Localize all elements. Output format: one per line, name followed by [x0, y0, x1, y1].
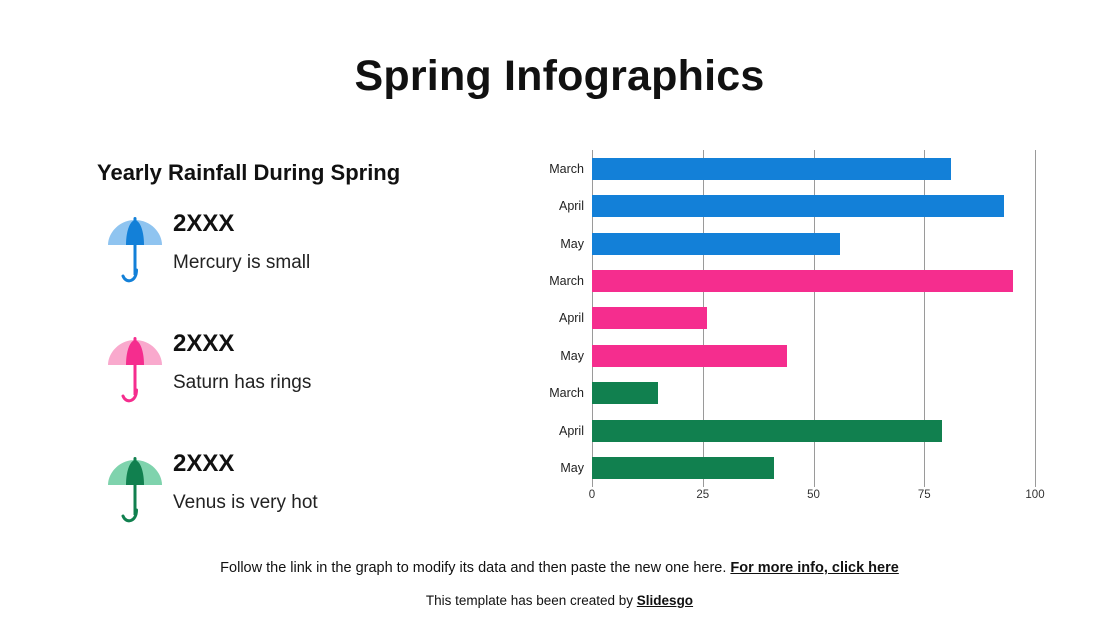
slidesgo-link[interactable]: Slidesgo: [636, 593, 694, 608]
chart-bar-row: [560, 337, 1035, 374]
chart-bar-row: [549, 150, 1035, 187]
left-column: [97, 160, 517, 568]
chart-x-tick: 50: [807, 489, 820, 501]
chart-bar-row: [558, 187, 1035, 224]
chart-plot-area: [549, 150, 1035, 487]
list-item: [97, 448, 517, 540]
chart-bar: [592, 195, 1004, 217]
more-info-link[interactable]: For more info, click here: [730, 560, 899, 576]
chart-bar-row: [549, 375, 1035, 412]
list-item-desc: Saturn has rings: [173, 371, 312, 393]
chart-bars: [549, 150, 1035, 487]
footer-credit: [0, 593, 1119, 608]
chart-bar-label: March: [549, 386, 584, 401]
umbrella-icon: [97, 208, 173, 288]
footer-note: [0, 560, 1119, 576]
chart-bar-label: March: [549, 274, 584, 289]
chart-bar: [592, 307, 707, 329]
list-item-year: 2XXX: [173, 210, 235, 237]
umbrella-icon: [97, 448, 173, 528]
list-item: [97, 208, 517, 300]
chart-bar: [592, 270, 1013, 292]
chart-bar-row: [558, 412, 1035, 449]
chart-bar-row: [558, 300, 1035, 337]
chart-bar-label: March: [549, 161, 584, 176]
chart-bar-label: April: [558, 423, 584, 438]
chart-bar-label: April: [558, 311, 584, 326]
chart-x-tick: 0: [588, 489, 596, 501]
chart-bar: [592, 420, 942, 442]
list-item-text: [173, 328, 311, 394]
chart-bar-label: April: [558, 199, 584, 214]
chart-gridline: [1035, 150, 1036, 487]
chart-bar: [592, 382, 658, 404]
chart-x-tick: 100: [1025, 489, 1045, 501]
page-title: Spring Infographics: [354, 52, 765, 100]
chart-x-tick: 75: [917, 489, 931, 501]
footer-note-text: Follow the link in the graph to modify its data and then paste the new one here.: [220, 560, 731, 576]
footer-credit-text: This template has been created by: [425, 593, 637, 608]
umbrella-icon: [97, 328, 173, 408]
list-item-text: [173, 448, 318, 514]
chart-bar-row: [560, 225, 1035, 262]
list-item-text: [173, 208, 310, 274]
chart-x-axis: [588, 489, 1045, 505]
chart-bar-label: May: [560, 461, 584, 476]
chart-bar: [592, 345, 787, 367]
chart-bar-label: May: [560, 236, 584, 251]
bar-chart: [540, 150, 1045, 515]
chart-bar: [592, 158, 951, 180]
chart-bar-label: May: [560, 348, 584, 363]
chart-bar-row: [560, 450, 1035, 487]
list-item-desc: Mercury is small: [173, 251, 311, 273]
list-item-year: 2XXX: [173, 450, 235, 477]
list-item: [97, 328, 517, 420]
section-subtitle: Yearly Rainfall During Spring: [97, 160, 401, 185]
list-item-desc: Venus is very hot: [173, 491, 318, 513]
chart-bar: [592, 233, 840, 255]
chart-x-tick: 25: [696, 489, 710, 501]
chart-bar: [592, 457, 774, 479]
list-item-year: 2XXX: [173, 330, 235, 357]
chart-bar-row: [549, 262, 1035, 299]
